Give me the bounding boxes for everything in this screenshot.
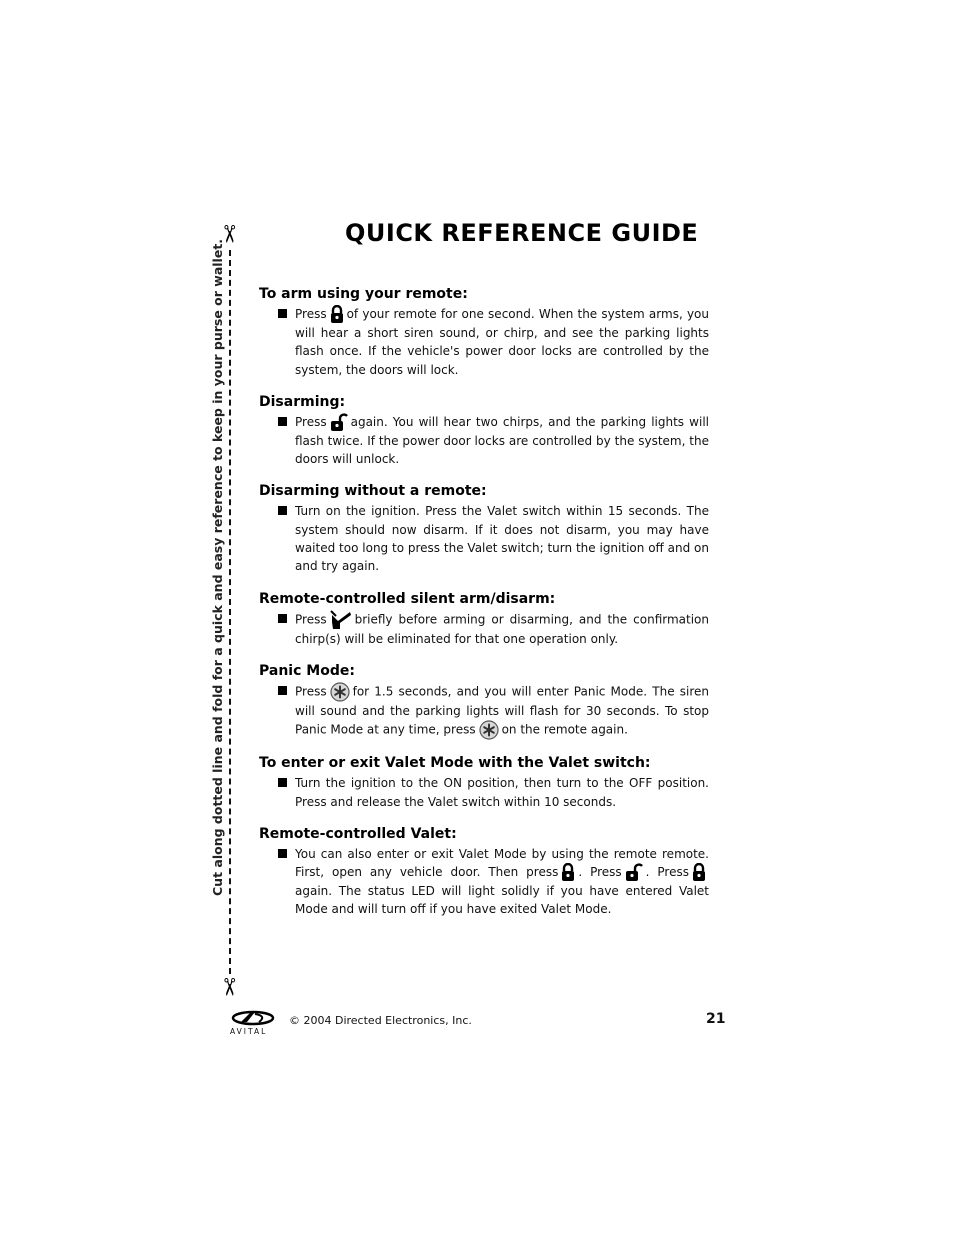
section-silent-arm <box>259 591 709 648</box>
lock-icon <box>561 863 575 882</box>
car-icon <box>330 610 352 630</box>
bullet-square-icon <box>278 778 287 787</box>
cut-dotted-line <box>229 250 231 974</box>
list-item: Turn on the ignition. Press the Valet switch within 15 seconds. The system should now disarm. If it does not disarm, you may have waited too long to press the Valet switch; turn the ignition off and on and try again. <box>259 502 709 575</box>
unlock-icon <box>625 863 643 882</box>
section-arm <box>259 286 709 379</box>
bullet-square-icon <box>278 417 287 426</box>
page-title: QUICK REFERENCE GUIDE <box>345 219 699 247</box>
section-heading: Disarming: <box>259 393 346 410</box>
panic-icon <box>479 720 499 740</box>
list-item: Press briefly before arming or disarming, and the confirmation chirp(s) will be eliminated for that one operation only. <box>259 610 709 648</box>
bullet-square-icon <box>278 506 287 515</box>
brand-name: AVITAL <box>230 1027 268 1036</box>
list-item: Press of your remote for one second. When the system arms, you will hear a short siren sound, or chirp, and see the parking lights flash once. If the vehicle's power door locks are controlled by the system, the doors will lock. <box>259 305 709 379</box>
panic-icon <box>330 682 350 702</box>
section-heading: To enter or exit Valet Mode with the Valet switch: <box>259 755 651 772</box>
list-item: Turn the ignition to the ON position, then turn to the OFF position. Press and release the Valet switch within 10 seconds. <box>259 774 709 811</box>
section-heading: Remote-controlled Valet: <box>259 825 457 842</box>
section-panic-mode <box>259 663 709 740</box>
section-heading: Remote-controlled silent arm/disarm: <box>259 590 556 607</box>
section-heading: To arm using your remote: <box>259 286 468 302</box>
bullet-square-icon <box>278 614 287 623</box>
section-remote-valet <box>259 826 709 919</box>
lock-icon <box>692 863 706 882</box>
page-number: 21 <box>706 1011 726 1027</box>
copyright-text: © 2004 Directed Electronics, Inc. <box>289 1014 472 1027</box>
list-item: Press again. You will hear two chirps, and the parking lights will flash twice. If the power door locks are controlled by the system, the doors will unlock. <box>259 413 709 469</box>
list-item: Press for 1.5 seconds, and you will enter Panic Mode. The siren will sound and the parking lights will flash for 30 seconds. To stop Panic Mode at any time, press on the remote again. <box>259 682 709 740</box>
bullet-square-icon <box>278 849 287 858</box>
section-disarm-without-remote <box>259 483 709 575</box>
bullet-square-icon <box>278 686 287 695</box>
scissors-icon: ✂ <box>215 223 244 245</box>
list-item: You can also enter or exit Valet Mode by using the remote remote. First, open any vehicle door. Then press . Press . Press again. The status LED will light solidly if you have entered Valet Mode and will turn off if you have exited Valet Mode. <box>259 845 709 919</box>
bullet-square-icon <box>278 309 287 318</box>
section-valet-switch <box>259 755 709 811</box>
unlock-icon <box>330 413 348 432</box>
section-disarming <box>259 394 709 469</box>
guide-content <box>259 286 709 934</box>
lock-icon <box>330 305 344 324</box>
scissors-icon: ✂ <box>215 976 244 998</box>
cut-instruction: Cut along dotted line and fold for a quick and easy reference to keep in your purse or wallet. <box>210 238 225 896</box>
section-heading: Panic Mode: <box>259 662 355 679</box>
section-heading: Disarming without a remote: <box>259 483 487 500</box>
